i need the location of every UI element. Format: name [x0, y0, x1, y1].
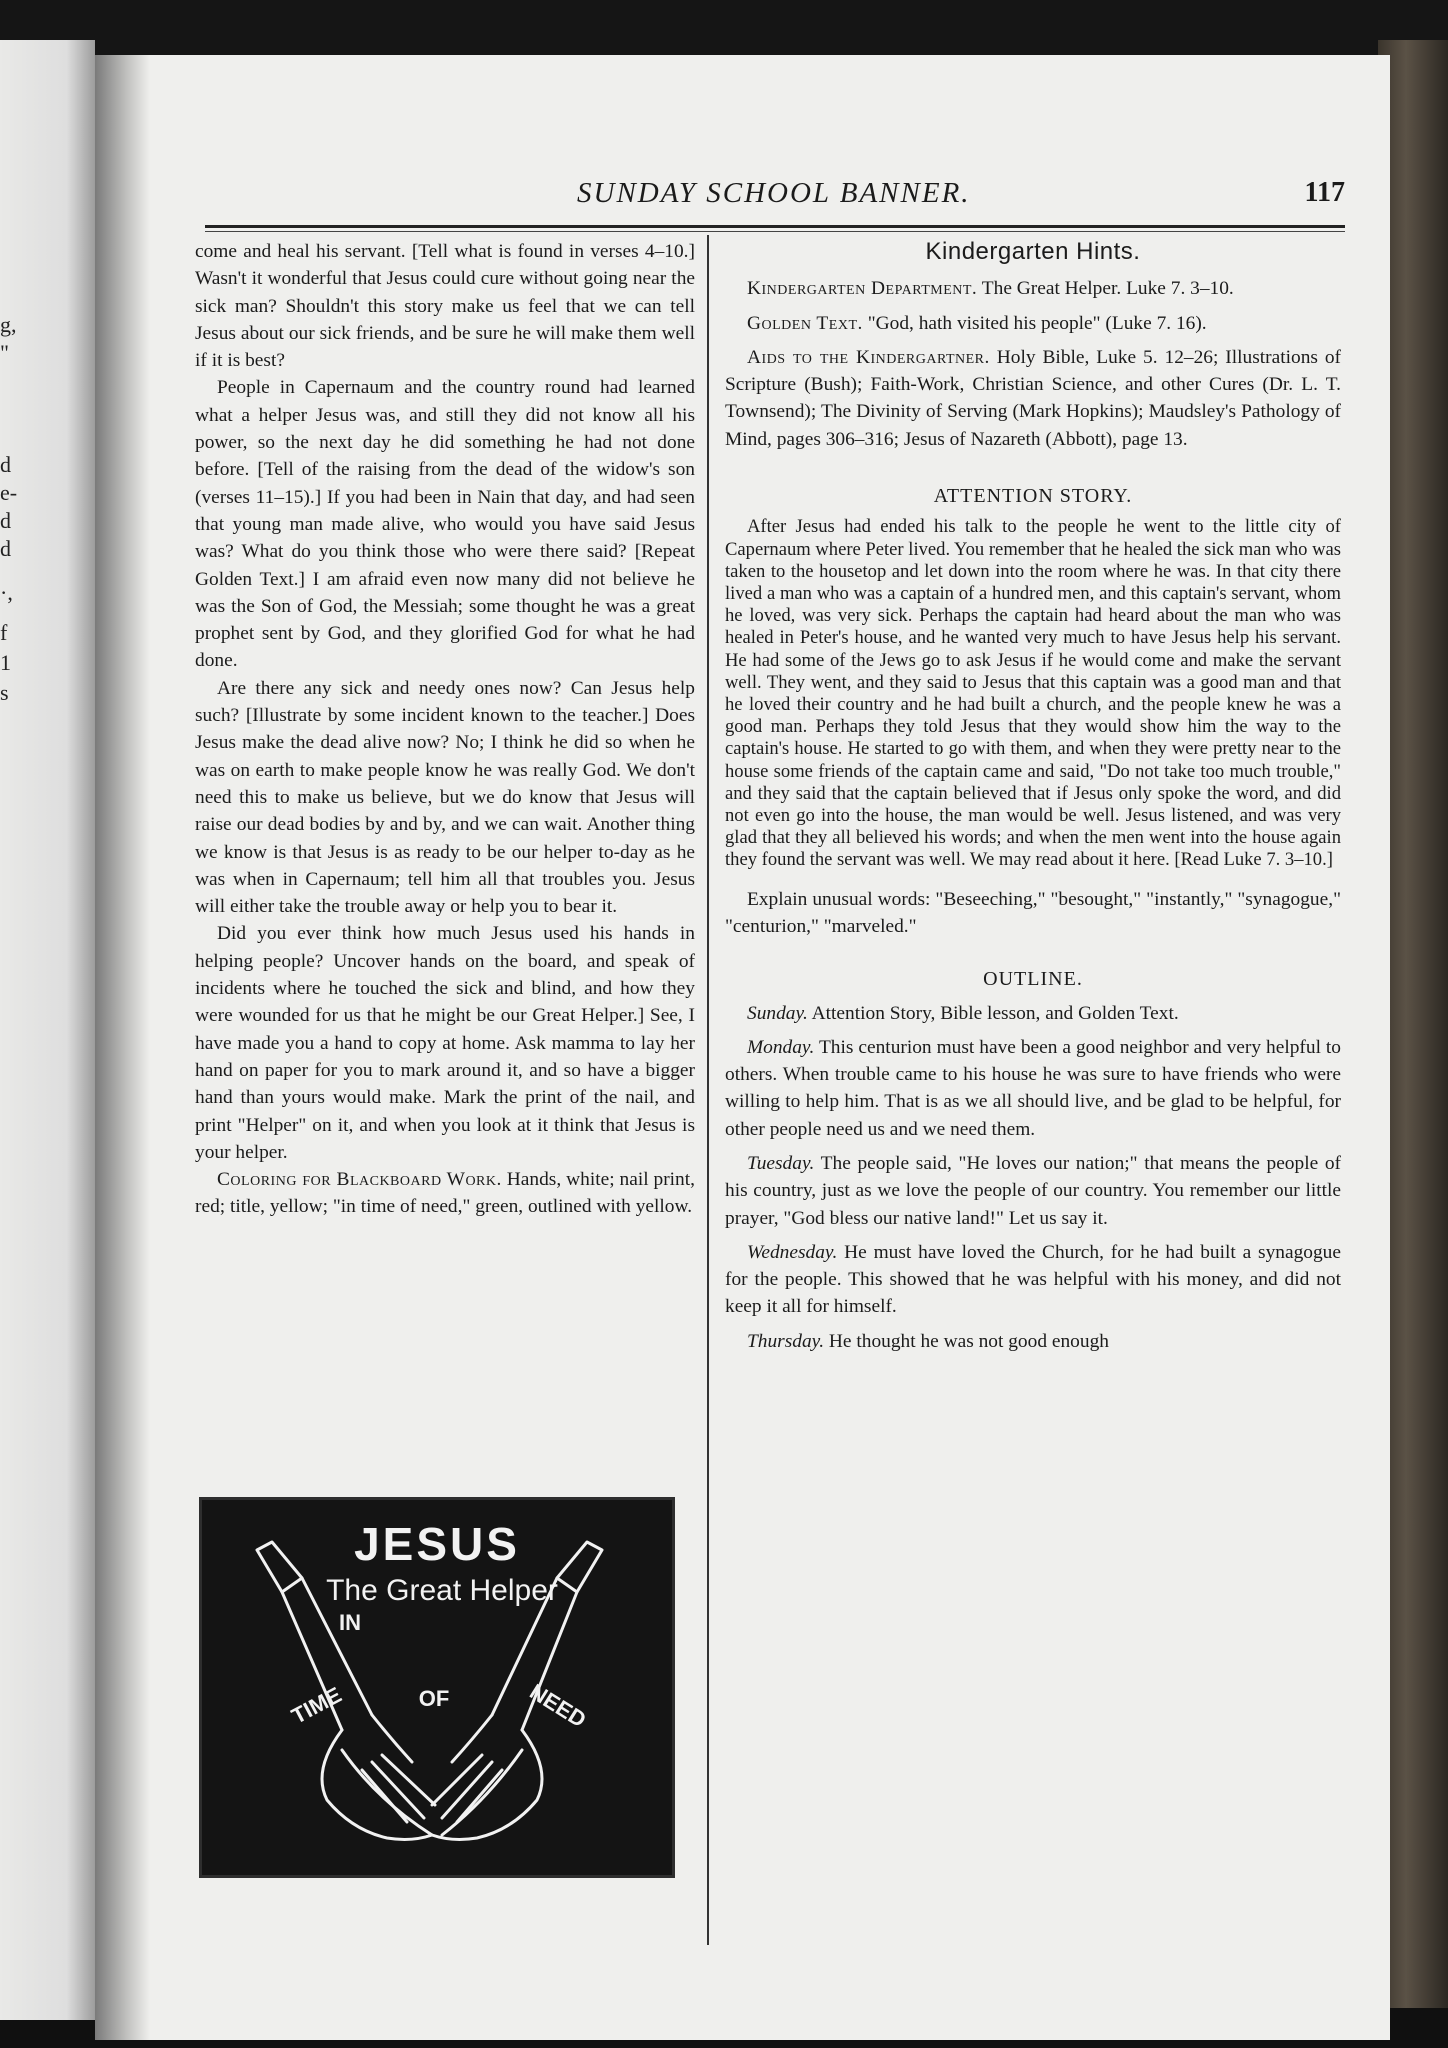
illustration-title: JESUS [354, 1518, 520, 1570]
explain-words: Explain unusual words: "Beseeching," "besought," "instantly," "synagogue," "centurion," "marveled." [725, 888, 1341, 937]
outline [725, 1000, 1341, 1356]
outline-item [725, 1328, 1341, 1355]
illustration-word-in: IN [339, 1610, 361, 1635]
left-column [195, 238, 695, 1221]
outline-text: Attention Story, Bible lesson, and Golden Text. [811, 1002, 1179, 1024]
aids-label: Aids to the Kindergartner. [747, 346, 990, 368]
coloring-text: Hands, white; nail print, red; title, yellow; "in time of need," green, outlined with yellow. [195, 1169, 695, 1218]
outline-day: Sunday. [747, 1002, 808, 1024]
paragraph: come and heal his servant. [Tell what is found in verses 4–10.] Wasn't it wonderful that Jesus could cure without going near the sick man? Shouldn't this story make us feel that we can tell Jesus about our sick friends, and be sure he will make them well if it is best? [195, 241, 695, 372]
outline-text: He must have loved the Church, for he had built a synagogue for the people. This showed that he was helpful with his money, and did not keep it all for himself. [725, 1241, 1341, 1318]
page-gutter-shadow [95, 55, 150, 2040]
page-header [205, 173, 1345, 223]
outline-day: Thursday. [747, 1330, 825, 1352]
aids-line [725, 344, 1341, 453]
page-number: 117 [1304, 177, 1345, 208]
outline-text: He thought he was not good enough [828, 1330, 1109, 1352]
outline-item [725, 1150, 1341, 1232]
fragment: " [0, 340, 9, 365]
fragment: e- [0, 480, 18, 505]
department-label: Kindergarten Department. [747, 278, 978, 300]
attention-story-heading: ATTENTION STORY. [933, 485, 1133, 508]
right-column [725, 238, 1341, 1362]
fragment: s [0, 680, 9, 705]
coloring-paragraph [195, 1166, 695, 1221]
header-rule [205, 225, 1345, 228]
outline-item [725, 1239, 1341, 1321]
golden-text-label: Golden Text. [747, 312, 863, 334]
fragment: f [0, 620, 8, 645]
story-text: After Jesus had ended his talk to the people he went to the little city of Capernaum where Peter lived. You remember that he healed the sick man who was taken to the housetop and let down into the room where he was. In that city there lived a man who was a captain of a hundred men, and this captain's servant, whom he loved, was very sick. Perhaps the captain had heard about the man who was healed in Peter's house, and he wanted very much to have Jesus help his servant. He had some of the Jews go to ask Jesus if he would come and make the servant well. They went, and they said to Jesus that this captain was a good man and that he loved their country and he had built a church, and the people knew he was a good man. Perhaps they told Jesus that they would show him the way to the captain's house. He started to go with them, and when they were pretty near to the house some friends of the captain came and said, "Do not take too much trouble," and they said that the captain believed that if Jesus only spoke the word, and did not even go into the house, the man would be well. Jesus listened, and was very glad that they all believed his words; and when the men went into the house again they found the servant was well. We may read about it here. [Read Luke 7. 3–10.] [725, 516, 1341, 871]
section-title: Kindergarten Hints. [925, 238, 1141, 265]
fragment: d [0, 452, 11, 477]
paragraph: Did you ever think how much Jesus used his hands in helping people? Uncover hands on the board, and speak of incidents where he touched the sick and blind, and how they were wounded for us that he might be our Great Helper.] See, I have made you a hand to copy at home. Ask mamma to lay her hand on paper for you to mark around it, and so have a bigger hand than yours would make. Mark the print of the nail, and print "Helper" on it, and when you look at it think that Jesus is your helper. [195, 923, 695, 1163]
previous-page-edge [0, 40, 95, 2020]
fragment: d [0, 508, 11, 533]
outline-day: Tuesday. [747, 1153, 815, 1174]
illustration-word-need: NEED [525, 1678, 591, 1733]
aids-text: Holy Bible, Luke 5. 12–26; Illustrations of Scripture (Bush); Faith-Work, Christian Science, and other Cures (Dr. L. T. Townsend); The Divinity of Serving (Mark Hopkins); Maudsley's Pathology of Mind, pages 306–316; Jesus of Nazareth (Abbott), page 13. [725, 346, 1342, 450]
outline-item [725, 1034, 1341, 1143]
golden-text: "God, hath visited his people" (Luke 7. 16). [867, 312, 1207, 334]
outline-day: Monday. [747, 1036, 815, 1058]
paragraph: People in Capernaum and the country round had learned what a helper Jesus was, and still they did not know all his power, so the next day he did something he had not done before. [Tell of the raising from the dead of the widow's son (verses 11–15).] If you had been in Nain that day, and had seen that young man made alive, who would you have said Jesus was? What do you think those who were there said? [Repeat Golden Text.] I am afraid even now many did not believe he was the Son of God, the Messiah; some thought he was a great prophet sent by God, and they glorified God for what he had done. [195, 377, 695, 672]
illustration-word-time: TIME [287, 1682, 346, 1729]
department-line [725, 275, 1341, 302]
outline-item [725, 1000, 1341, 1027]
fragment: d [0, 536, 11, 561]
paragraph: Are there any sick and needy ones now? Can Jesus help such? [Illustrate by some incident known to the teacher.] Does Jesus make the dead alive now? No; I think he did so when he was on earth to make people know he was really God. We don't need this to make us believe, but we do know that Jesus will raise our dead bodies by and by, and we can wait. Another thing we know is that Jesus is as ready to be our helper to-day as he was when in Capernaum; tell him all that troubles you. Jesus will either take the trouble away or help you to bear it. [195, 677, 695, 918]
blackboard-illustration [199, 1497, 675, 1878]
department-text: The Great Helper. Luke 7. 3–10. [981, 278, 1234, 300]
lesson-meta [725, 275, 1341, 453]
fragment: g, [0, 312, 17, 337]
document-page [95, 55, 1390, 2040]
coloring-label: Coloring for Blackboard Work. [217, 1169, 502, 1191]
header-rule-thin [205, 231, 1345, 232]
attention-story [725, 516, 1341, 871]
golden-text-line [725, 310, 1341, 337]
blackboard-drawing [202, 1500, 672, 1875]
running-head: SUNDAY SCHOOL BANNER. [577, 177, 971, 209]
column-divider [707, 235, 709, 1945]
outline-heading: OUTLINE. [983, 968, 1083, 991]
fragment: 1 [0, 650, 11, 675]
fragment: ·, [0, 580, 13, 605]
illustration-word-of: OF [418, 1686, 450, 1711]
outline-day: Wednesday. [747, 1241, 838, 1263]
outline-text: The people said, "He loves our nation;" that means the people of his country, just as we love the people of our country. You remember our little prayer, "God bless our native land!" Let us say it. [725, 1153, 1341, 1229]
scan-background-top [0, 0, 1448, 62]
outline-text: This centurion must have been a good neighbor and very helpful to others. When trouble came to his house he was sure to have friends who were willing to help him. That is as we all should live, and be glad to be helpful, for other people need us and we need them. [725, 1036, 1342, 1140]
illustration-subtitle: The Great Helper [326, 1574, 558, 1607]
